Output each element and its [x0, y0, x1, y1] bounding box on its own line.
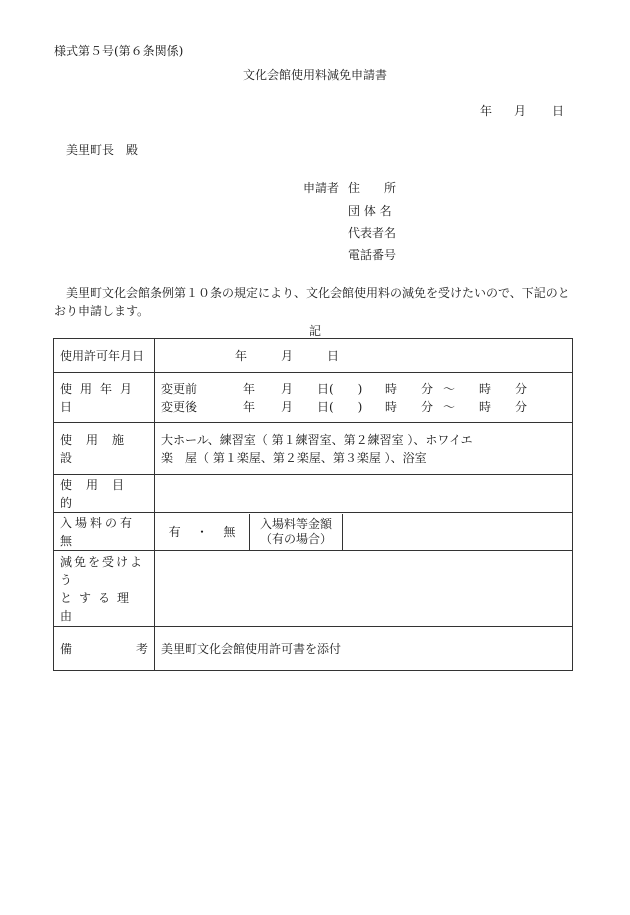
admission-row: [54, 513, 573, 551]
admission-amount-label: 入場料等金額 （有の場合）: [250, 514, 343, 550]
permit-date-row: [54, 339, 573, 373]
date-day: 日: [552, 104, 565, 118]
facility-line-1: 大ホール、練習室（ 第１練習室、第２練習室 ）、ホワイエ: [161, 432, 473, 447]
usage-date-row: [54, 373, 573, 423]
form-number: 様式第５号(第６条関係): [54, 44, 184, 58]
representative-field-label: 代表者名: [348, 226, 397, 240]
ki-marker: 記: [308, 324, 321, 338]
facility-row: [54, 423, 573, 475]
purpose-row: [54, 475, 573, 513]
addressee: 美里町長 殿: [66, 143, 139, 157]
document-title: 文化会館使用料減免申請書: [242, 68, 387, 82]
phone-field-label: 電話番号: [348, 248, 397, 262]
remarks-row: [54, 627, 573, 671]
date-month: 月: [514, 104, 527, 118]
permit-date-label: 使用許可年月日: [54, 339, 155, 373]
reason-row: [54, 551, 573, 627]
facility-label: 使用施設: [54, 423, 155, 475]
remarks-value[interactable]: 美里町文化会館使用許可書を添付: [155, 627, 573, 671]
admission-no[interactable]: 無: [223, 524, 236, 539]
purpose-value[interactable]: [155, 475, 573, 513]
facility-value[interactable]: [155, 423, 573, 475]
usage-date-label: 使用年月日: [54, 373, 155, 423]
application-date: [480, 104, 564, 118]
admission-yes-no-choice[interactable]: [155, 514, 250, 550]
address-field-label: 住 所: [348, 181, 397, 195]
remarks-label: 備 考: [54, 627, 155, 671]
permit-date-value[interactable]: 年 月 日: [155, 339, 573, 373]
statement-text: 美里町文化会館条例第１０条の規定により、文化会館使用料の減免を受けたいので、下記のとおり申請します。: [54, 286, 570, 318]
purpose-label: 使用目的: [54, 475, 155, 513]
admission-yes[interactable]: 有: [168, 524, 181, 539]
usage-date-before: 変更前 年 月 日( ) 時 分 〜 時 分: [161, 381, 528, 396]
applicant-label: 申請者: [303, 181, 340, 195]
group-name-field-label: 団 体 名: [348, 204, 392, 218]
usage-date-after: 変更後 年 月 日( ) 時 分 〜 時 分: [161, 399, 528, 414]
reason-value[interactable]: [155, 551, 573, 627]
admission-label: 入場料の有無: [54, 513, 155, 551]
application-table: [53, 338, 573, 671]
admission-value: [155, 513, 573, 551]
date-year: 年: [480, 104, 493, 118]
reason-label: 減免を受けよう とする理由: [54, 551, 155, 627]
facility-line-2: 楽 屋（ 第１楽屋、第２楽屋、第３楽屋 ）、浴室: [161, 450, 427, 465]
usage-date-value[interactable]: [155, 373, 573, 423]
admission-dot: ・: [195, 524, 208, 539]
admission-amount-value[interactable]: [343, 514, 572, 550]
application-statement: [54, 284, 574, 320]
